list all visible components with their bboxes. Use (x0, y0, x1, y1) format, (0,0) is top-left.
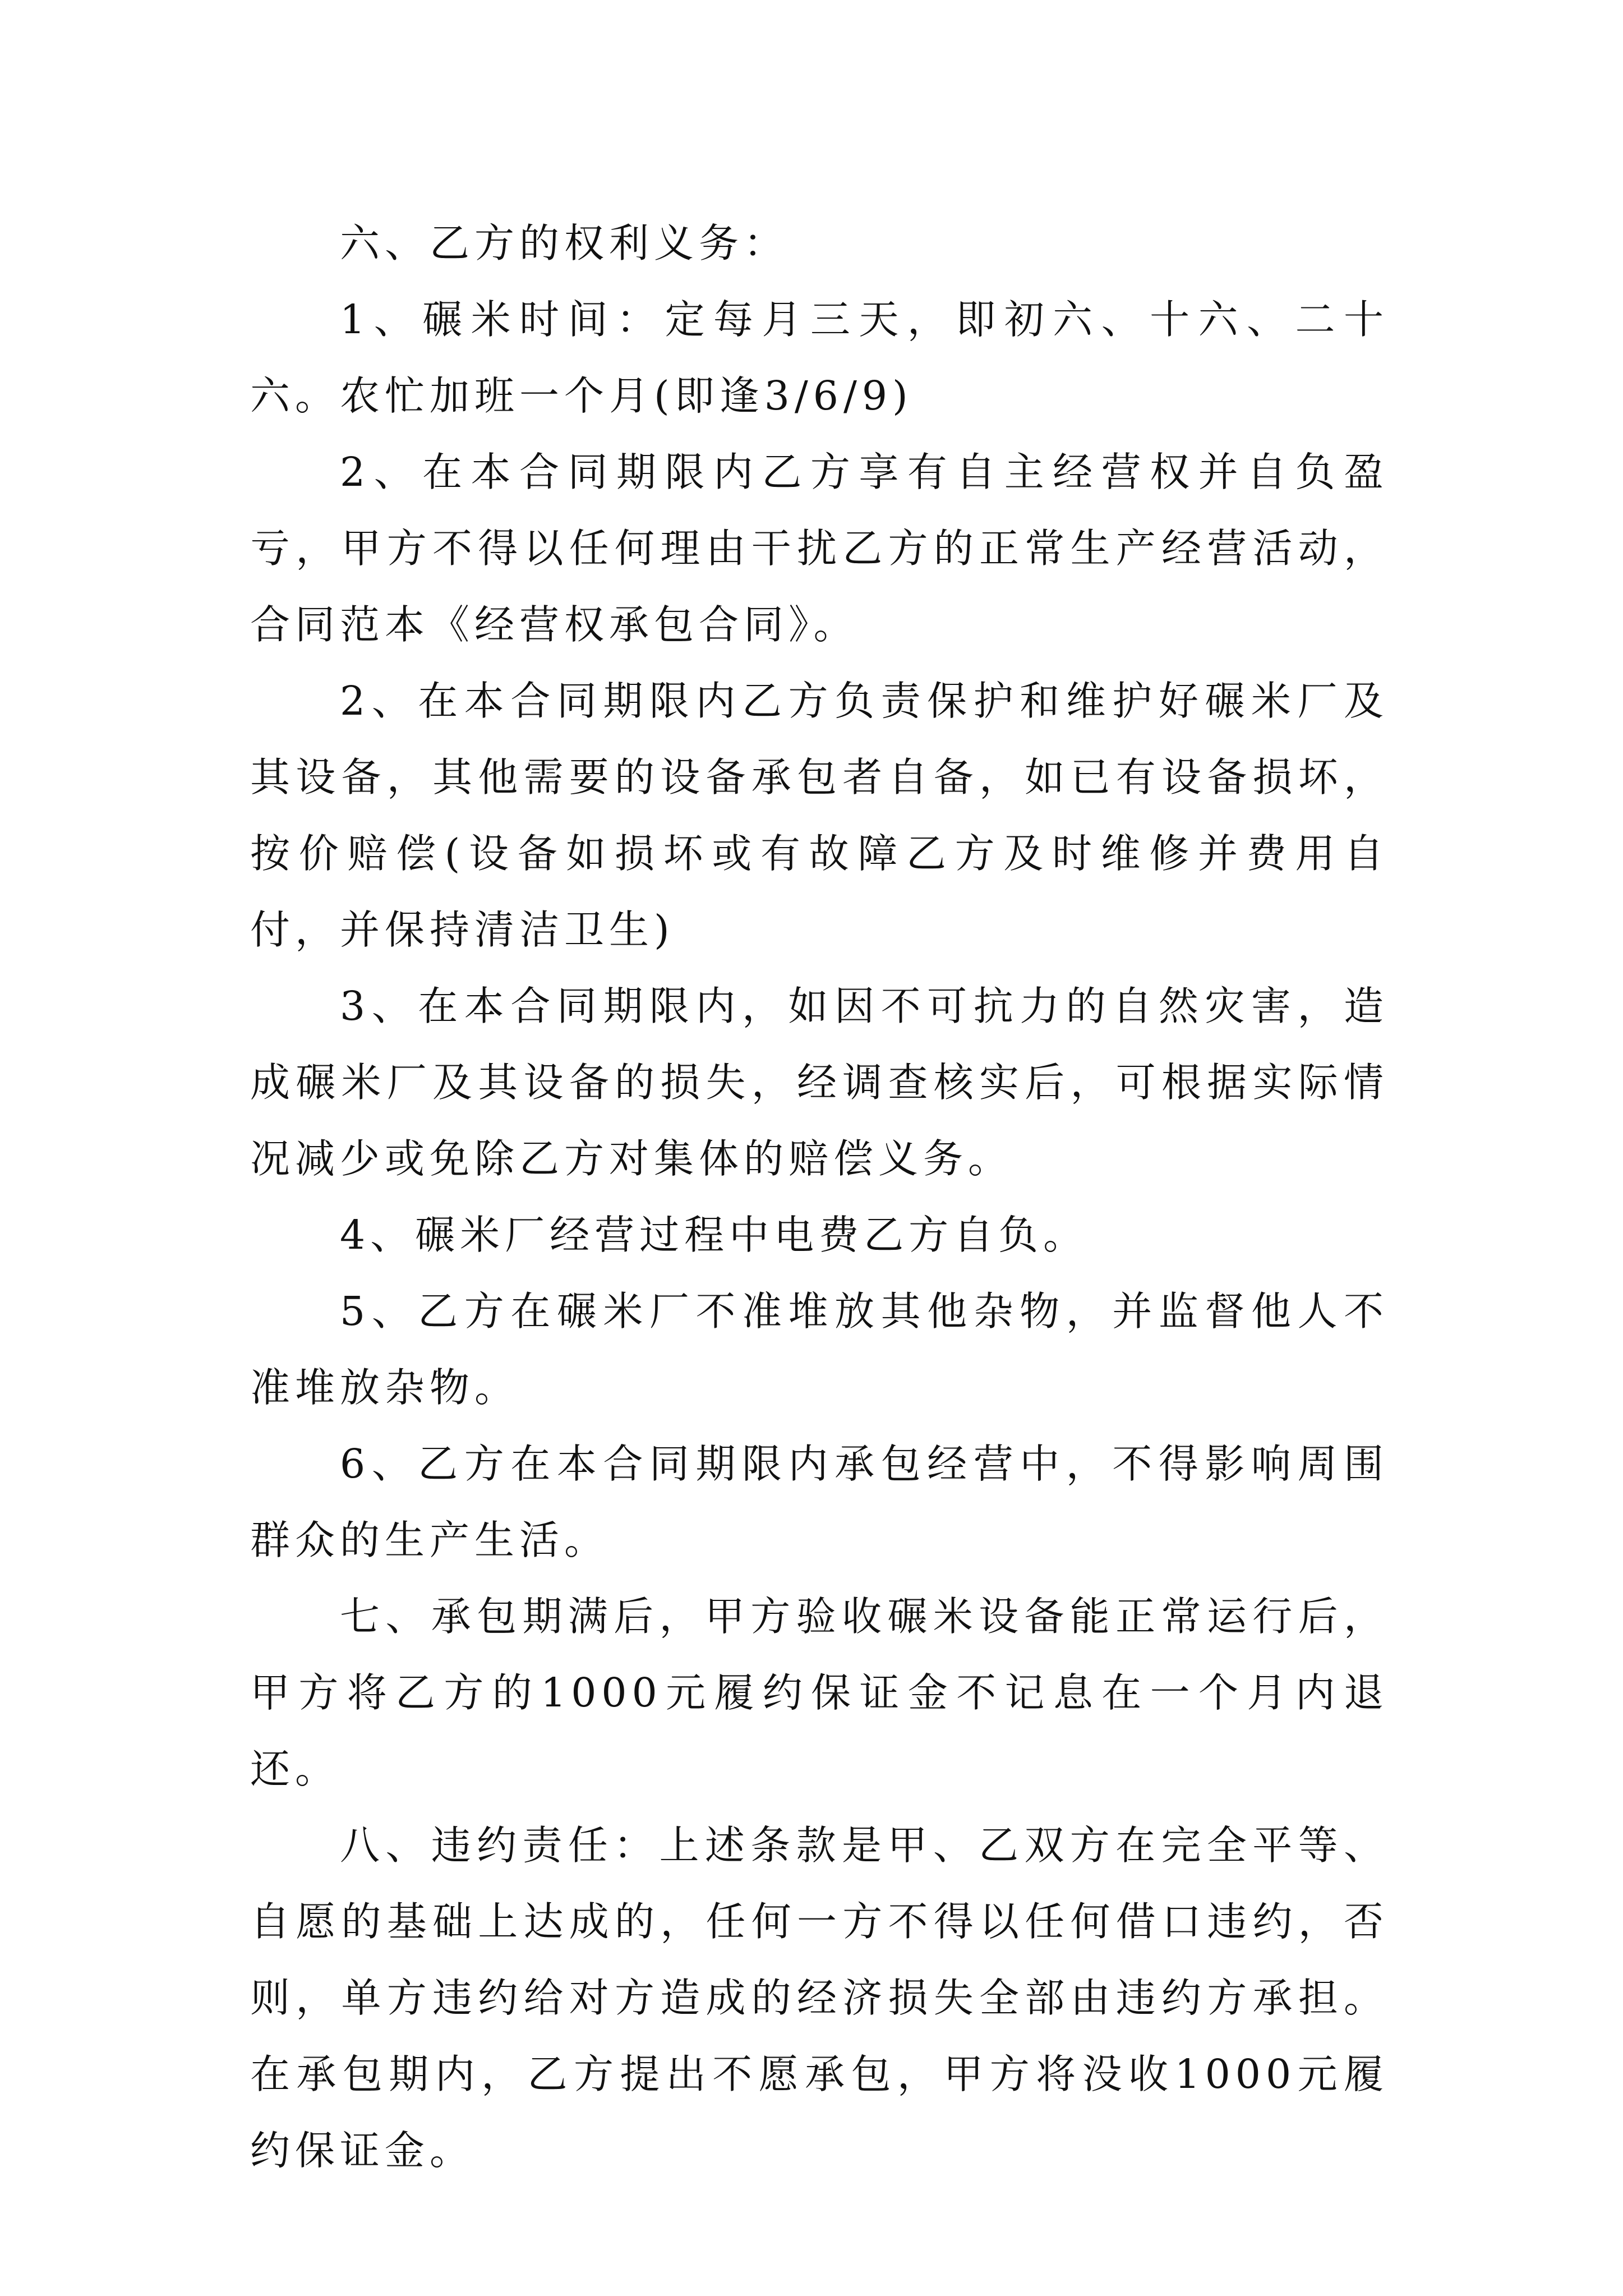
clause-4-electricity: 4、碾米厂经营过程中电费乙方自负。 (340, 1212, 1089, 1258)
section-seven-deposit-refund: 七、承包期满后，甲方验收碾米设备能正常运行后，甲方将乙方的1000元履约保证金不记息在一个月内退还。 (250, 1593, 1389, 1792)
clause-6-neighbors: 6、乙方在本合同期限内承包经营中，不得影响周围群众的生产生活。 (250, 1441, 1389, 1563)
clause-2-equipment-maintenance: 2、在本合同期限内乙方负责保护和维护好碾米厂及其设备，其他需要的设备承包者自备，如已有设备损坏，按价赔偿(设备如损坏或有故障乙方及时维修并费用自付，并保持清洁卫生) (250, 678, 1389, 953)
section-six-heading: 六、乙方的权利义务： (340, 220, 789, 266)
clause-1-milling-time: 1、碾米时间：定每月三天，即初六、十六、二十六。农忙加班一个月(即逢3/6/9) (250, 296, 1389, 419)
clause-3-force-majeure: 3、在本合同期限内，如因不可抗力的自然灾害，造成碾米厂及其设备的损失，经调查核实后，可根据实际情况减少或免除乙方对集体的赔偿义务。 (250, 983, 1389, 1182)
clause-5-sundries: 5、乙方在碾米厂不准堆放其他杂物，并监督他人不准堆放杂物。 (250, 1288, 1389, 1411)
clause-2-operating-rights: 2、在本合同期限内乙方享有自主经营权并自负盈亏，甲方不得以任何理由干扰乙方的正常生产经营活动，合同范本《经营权承包合同》。 (250, 449, 1389, 648)
document-body (250, 205, 1389, 2189)
section-eight-breach-liability: 八、违约责任：上述条款是甲、乙双方在完全平等、自愿的基础上达成的，任何一方不得以任何借口违约，否则，单方违约给对方造成的经济损失全部由违约方承担。在承包期内，乙方提出不愿承包，甲方将没收1000元履约保证金。 (250, 1822, 1389, 2174)
